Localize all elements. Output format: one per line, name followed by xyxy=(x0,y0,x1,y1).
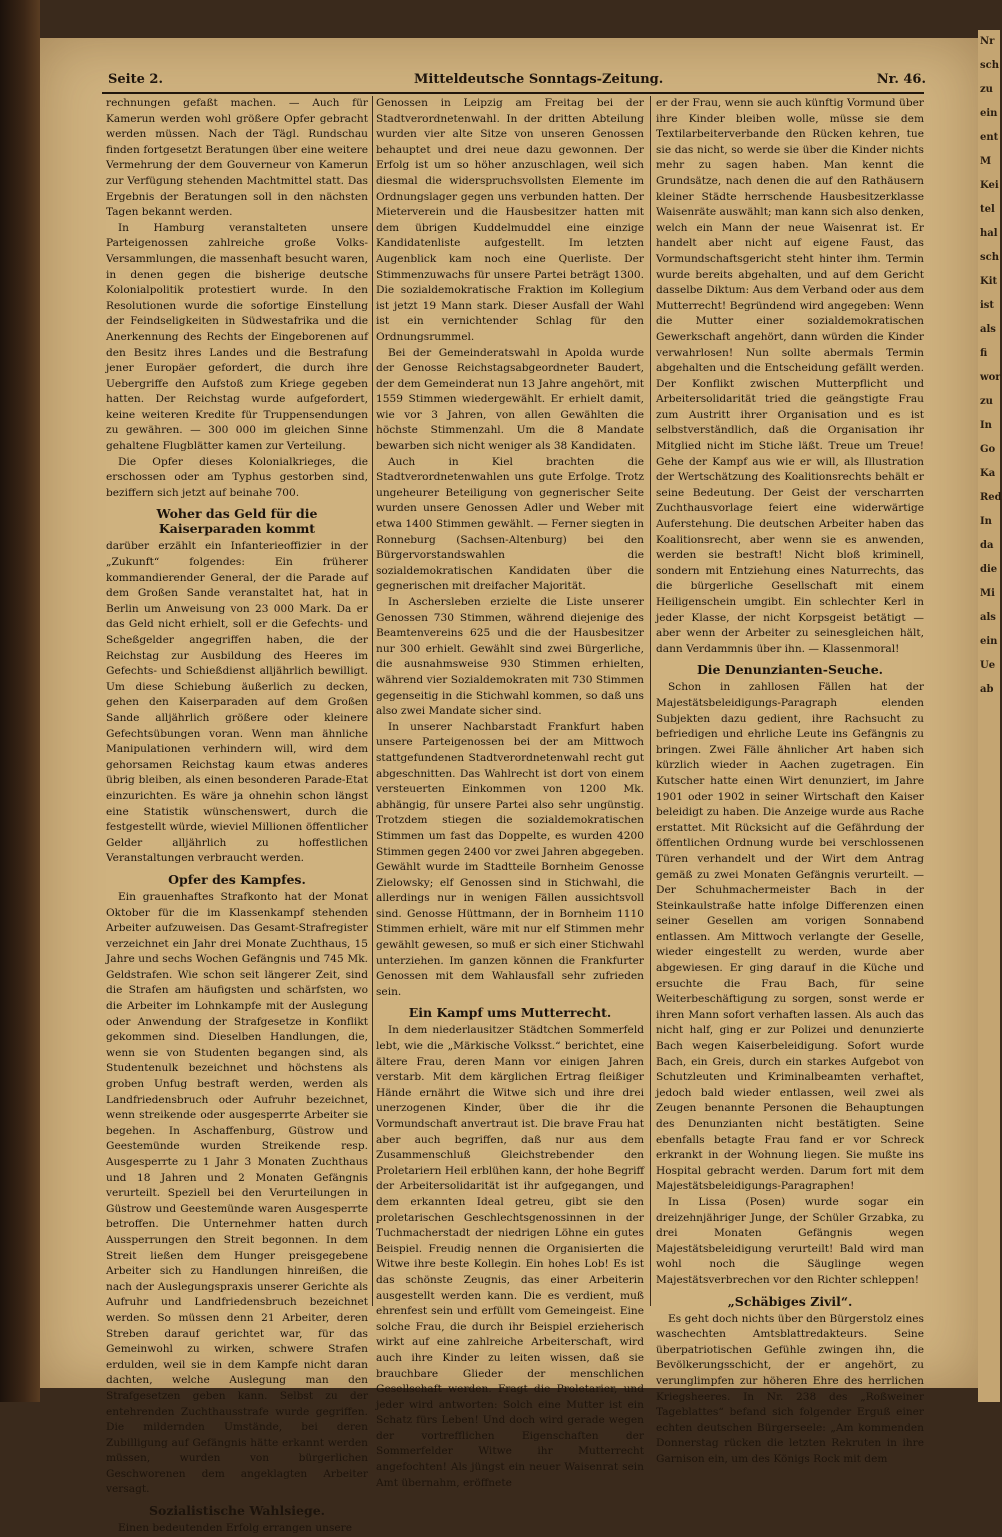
edge-text: zu xyxy=(980,84,993,95)
edge-text: sch xyxy=(980,60,999,71)
book-binding xyxy=(0,0,40,1402)
column-1 xyxy=(106,96,368,1535)
page-header xyxy=(108,72,926,92)
paragraph: In dem niederlausitzer Städtchen Sommerfeld lebt, wie die „Märkische Volksst.“ berichtet, eine ältere Frau, deren Mann vor einigen Jahren verstarb. Mit dem kärglichen Ertrag fleißiger Hände ernährt die Witwe sich und ihre drei unerzogenen Kinder, über die ihr die Vormundschaft anvertraut ist. Die brave Frau hat aber auch begriffen, daß nur aus dem Zusammenschluß Gleichstrebender den Proletariern Heil erblühen kann, der hohe Begriff der Arbeitersolidarität ist ihr aufgegangen, und dem erkannten Ideal getreu, gibt sie den proletarischen Geschlechtsgenossinnen in der Tuchmacherstadt der niedrigen Löhne ein gutes Beispiel. Freudig nennen die Organisierten die Witwe ihre beste Kollegin. Ein hohes Lob! Es ist das schönste Zeugnis, das einer Arbeiterin ausgestellt werden kann. Die es verdient, muß ehrenfest sein und erfüllt vom Gemeingeist. Eine solche Frau, die durch ihr Beispiel erzieherisch wirkt auf eine zahlreiche Arbeiterschaft, wird auch ihre Kinder zu leiten wissen, daß sie brauchbare Glieder der menschlichen Gesellschaft werden. Fragt die Proletarier, und jeder wird antworten: Solch eine Mutter ist ein Schatz fürs Leben! Und doch wird gerade wegen der vortrefflichen Eigenschaften der Sommerfelder Witwe ihr Mutterrecht angefochten! Als jüngst ein neuer Waisenrat sein Amt übernahm, eröffnete xyxy=(376,1024,644,1489)
paragraph: Die Opfer dieses Kolonialkrieges, die erschossen oder am Typhus gestorben sind, beziffern sich jetzt auf beinahe 700. xyxy=(106,455,368,499)
article-heading: Ein Kampf ums Mutterrecht. xyxy=(408,1005,612,1021)
header-rule xyxy=(102,92,924,94)
paragraph: In Hamburg veranstalteten unsere Parteigenossen zahlreiche große Volks-Versammlungen, die massenhaft besucht waren, in denen gegen die bisherige deutsche Kolonialpolitik protestiert wurde. In den Resolutionen wurde die sofortige Einstellung der Feindseligkeiten in Südwestafrika und die Anerkennung des Rechts der Eingeborenen auf den Besitz ihres Landes und die Bestrafung jener Europäer gefordert, die durch ihre Uebergriffe den Aufstoß zum Kriege gegeben hatten. Der Reichstag wurde aufgefordert, keine weiteren Kredite für Truppensendungen zu gewähren. — 300 000 im gleichen Sinne gehaltene Flugblätter kamen zur Verteilung. xyxy=(106,221,368,453)
edge-text: wor xyxy=(980,372,1001,383)
column-2 xyxy=(376,96,644,1489)
paragraph: Es geht doch nichts über den Bürgerstolz eines waschechten Amtsblattredakteurs. Seine überpatriotischen Gefühle zwingen ihn, die Bevölkerungsschicht, der er angehört, zu verunglimpfen zur höheren Ehre des herrlichen Kriegsheeres. In Nr. 238 des „Roßweiner Tageblattes“ befand sich folgender Erguß einer echten deutschen Bürgerseele: „Am kommenden Donnerstag rücken die letzten Rekruten in ihre Garnison ein, um des Königs Rock mit dem xyxy=(656,1312,924,1465)
next-page-edge xyxy=(978,30,1000,1402)
edge-text: da xyxy=(980,540,994,551)
edge-text: Nr xyxy=(980,36,995,47)
edge-text: Kit xyxy=(980,276,998,287)
edge-text: ein xyxy=(980,636,998,647)
edge-text: zu xyxy=(980,396,993,407)
page-number: Seite 2. xyxy=(108,72,163,87)
edge-text: In xyxy=(980,516,992,527)
paragraph: Auch in Kiel brachten die Stadtverordnetenwahlen uns gute Erfolge. Trotz ungeheurer Beteiligung von gegnerischer Seite wurden unsere Genossen Adler und Weber mit etwa 1400 Stimmen gewählt. — Ferner siegten in Ronneburg (Sachsen-Altenburg) bei den Bürgervorstandswahlen die sozialdemokratischen Kandidaten über die gegnerischen mit dreifacher Majorität. xyxy=(376,455,644,593)
edge-text: als xyxy=(980,612,996,623)
article-heading: Sozialistische Wahlsiege. xyxy=(148,1503,326,1519)
column-divider xyxy=(372,96,373,1306)
edge-text: ein xyxy=(980,108,998,119)
edge-text: In xyxy=(980,420,992,431)
paragraph: Einen bedeutenden Erfolg errangen unsere xyxy=(118,1522,353,1535)
article-heading: Woher das Geld für die Kaiserparaden kommt xyxy=(156,506,318,537)
edge-text: Ue xyxy=(980,660,996,671)
edge-text: die xyxy=(980,564,998,575)
paragraph: In unserer Nachbarstadt Frankfurt haben unsere Parteigenossen bei der am Mittwoch stattgefundenen Stadtverordnetenwahl recht gut abgeschnitten. Das Wahlrecht ist dort von einem versteuerten Einkommen von 1200 Mk. abhängig, für unsere Partei also sehr ungünstig. Trotzdem stiegen die sozialdemokratischen Stimmen um fast das Doppelte, es wurden 4200 Stimmen gegen 2400 vor zwei Jahren abgegeben. Gewählt wurde im Stadtteile Bornheim Genosse Zielowsky; elf Genossen sind in Stichwahl, die allerdings nur in wenigen Fällen aussichtsvoll sind. Genosse Hüttmann, der in Bornheim 1110 Stimmen erhielt, wäre mit nur elf Stimmen mehr gewählt gewesen, so muß er sich einer Stichwahl unterziehen. Im ganzen können die Frankfurter Genossen mit dem Wahlausfall sehr zufrieden sein. xyxy=(376,720,644,998)
paragraph: rechnungen gefaßt machen. — Auch für Kamerun werden wohl größere Opfer gebracht werden müssen. Nach der Tägl. Rundschau finden fortgesetzt Beratungen über eine weitere Vermehrung der dem Gouverneur von Kamerun zur Verfügung stehenden Machtmittel statt. Das Ergebnis der Beratungen soll in den nächsten Tagen bekannt werden. xyxy=(106,97,368,219)
edge-text: tel xyxy=(980,204,995,215)
edge-text: M xyxy=(980,156,992,167)
article-heading: Opfer des Kampfes. xyxy=(168,871,306,887)
edge-text: hal xyxy=(980,228,998,239)
newspaper-title: Mitteldeutsche Sonntags-Zeitung. xyxy=(414,72,664,87)
edge-text: fi xyxy=(980,348,988,359)
paragraph: er der Frau, wenn sie auch künftig Vormund über ihre Kinder bleiben wolle, müsse sie dem Textilarbeiterverbande den Rücken kehren, tue sie das nicht, so werde sie über die Kinder nichts mehr zu sagen haben. Man kennt die Grundsätze, nach denen die auf den Rathäusern kleiner Städte herrschende Hausbesitzerklasse Waisenräte auswählt; man kann sich also denken, welch ein Mann der neue Waisenrat ist. Er handelt aber nicht auf eigene Faust, das Vormundschaftsgericht steht hinter ihm. Termin wurde bereits abgehalten, und auf dem Gericht dasselbe Diktum: Aus dem Verband oder aus dem Mutterrecht! Begründend wird angegeben: Wenn die Mutter einer sozialdemokratischen Gewerkschaft angehört, dann würden die Kinder verwahrlosen! Nun sollte abermals Termin abgehalten und die Entscheidung gefällt werden. Der Konflikt zwischen Mutterpflicht und Arbeitersolidarität tried die geängstigte Frau zum Austritt ihrer Organisation und es ist selbstverständlich, daß die Organisation ihr Mitglied nicht im Stiche läßt. Treue um Treue! Gehe der Kampf aus wie er will, als Illustration der Wertschätzung des Koalitionsrechts behält er seine Bedeutung. Der Geist der verscharrten Zuchthausvorlage feiert eine widerwärtige Auferstehung. Die deutschen Arbeiter haben das Koalitionsrecht, aber wenn sie es anwenden, werden sie bestraft! Nicht bloß kriminell, sondern mit Entziehung eines Naturrechts, das die bürgerliche Gesellschaft mit einem Heiligenschein umgibt. Ein schlechter Kerl in jeder Klasse, der nicht Korpsgeist betätigt — aber wenn der Arbeiter zu seinesgleichen hält, dann Verdammnis über ihn. — Klassenmoral! xyxy=(656,97,924,655)
issue-number: Nr. 46. xyxy=(876,72,926,87)
edge-text: Go xyxy=(980,444,996,455)
paragraph: In Aschersleben erzielte die Liste unserer Genossen 730 Stimmen, während diejenige des Beamtenvereins 625 und die der Hausbesitzer nur 300 erhielt. Gewählt sind zwei Bürgerliche, die ausnahmsweise 930 Stimmen erhielten, während vier Sozialdemokraten mit 730 Stimmen gegenseitig in die Stichwahl kommen, so daß uns also zwei Mandate sicher sind. xyxy=(376,596,644,718)
paragraph: Schon in zahllosen Fällen hat der Majestätsbeleidigungs-Paragraph elenden Subjekten dazu gedient, ihre Rachsucht zu befriedigen und ehrliche Leute ins Gefängnis zu bringen. Zwei Fälle ähnlicher Art haben sich kürzlich wieder in Aachen zugetragen. Ein Kutscher hatte einen Wirt denunziert, im Jahre 1901 oder 1902 in seiner Wirtschaft den Kaiser beleidigt zu haben. Die Anzeige wurde aus Rache erstattet. Mit Rücksicht auf die Gefährdung der öffentlichen Ordnung wurde bei verschlossenen Türen verhandelt und der Wirt dem Antrag gemäß zu zwei Monaten Gefängnis verurteilt. — Der Schuhmachermeister Bach in der Steinkaulstraße hatte infolge Differenzen einen seiner Gesellen am vorigen Sonnabend entlassen. Am Mittwoch verlangte der Geselle, wieder eingestellt zu werden, wurde aber abgewiesen. Er ging darauf in die Küche und ersuchte die Frau Bach, für seine Weiterbeschäftigung zu sorgen, sonst werde er ihren Mann sofort verhaften lassen. Als auch das nicht half, ging er zur Polizei und denunzierte Bach wegen Kaiserbeleidigung. Sofort wurde Bach, ein Greis, durch ein starkes Aufgebot von Schutzleuten und Kriminalbeamten verhaftet, jedoch bald wieder entlassen, weil zwei als Zeugen benannte Personen die Behauptungen des Denunzianten nicht bestätigten. Seine ebenfalls betagte Frau fand er vor Schreck erkrankt in der Wohnung liegen. Sie mußte ins Hospital gebracht werden. Darum fort mit dem Majestätsbeleidigungs-Paragraphen! xyxy=(656,681,924,1193)
edge-text: ist xyxy=(980,300,995,311)
paragraph: Genossen in Leipzig am Freitag bei der Stadtverordnetenwahl. In der dritten Abteilung wurden vier alte Sitze von unseren Genossen behauptet und drei neue dazu gewonnen. Der Erfolg ist um so höher anzuschlagen, weil sich diesmal die widerspruchsvollsten Elemente im Ordnungslager gegen uns verbunden hatten. Der Mieterverein und die Hausbesitzer hatten mit dem übrigen Kuddelmuddel eine einzige Kandidatenliste aufgestellt. Im letzten Augenblick kam noch eine Querliste. Der Stimmenzuwachs für unsere Partei beträgt 1300. Die sozialdemokratische Fraktion im Kollegium ist jetzt 19 Mann stark. Dieser Ausfall der Wahl ist ein vernichtender Schlag für den Ordnungsrummel. xyxy=(376,97,644,343)
edge-text: ent xyxy=(980,132,999,143)
article-heading: „Schäbiges Zivil“. xyxy=(727,1293,853,1309)
edge-text: Mi xyxy=(980,588,995,599)
article-heading: Die Denunzianten-Seuche. xyxy=(696,662,884,678)
edge-text: sch xyxy=(980,252,999,263)
column-divider xyxy=(650,96,651,1306)
edge-text: Kei xyxy=(980,180,999,191)
edge-text: als xyxy=(980,324,996,335)
paragraph: Ein grauenhaftes Strafkonto hat der Monat Oktober für die im Klassenkampf stehenden Arbeiter aufzuweisen. Das Gesamt-Strafregister verzeichnet ein Jahr drei Monate Zuchthaus, 15 Jahre und sechs Wochen Gefängnis und 745 Mk. Geldstrafen. Wie schon seit längerer Zeit, sind die Strafen am häufigsten und schärfsten, wo die Arbeiter im Lohnkampfe mit der Auslegung oder Anwendung der Strafgesetze in Konflikt gekommen sind. Dieselben Handlungen, die, wenn sie von Studenten begangen sind, als Studentenulk bezeichnet und höchstens als groben Unfug bestraft werden, werden als Landfriedensbruch oder Aufruhr bezeichnet, wenn streikende oder ausgesperrte Arbeiter sie begehen. In Aschaffenburg, Güstrow und Geestemünde wurden Streikende resp. Ausgesperrte zu 1 Jahr 3 Monaten Zuchthaus und 18 Jahren und 2 Monaten Gefängnis verurteilt. Speziell bei den Verurteilungen in Güstrow und Geestemünde waren Ausgesperrte betroffen. Die Unternehmer hatten durch Aussperrungen den Streit begonnen. In dem Streit ließen dem Hunger preisgegebene Arbeiter sich zu Handlungen hinreißen, die nach der Auslegungspraxis unserer Gerichte als Aufruhr und Landfriedensbruch bezeichnet werden. So müssen denn 21 Arbeiter, deren Streben darauf gerichtet war, für das Gemeinwohl zu wirken, schwere Strafen erdulden, weil sie in dem Kampfe nicht daran dachten, welche Auslegung man den Strafgesetzen geben kann. Selbst zu der entehrenden Zuchthausstrafe wurde gegriffen. Die mildernden Umstände, bei deren Zubilligung auf Gefängnis hätte erkannt werden müssen, wurden von bürgerlichen Geschworenen dem angeklagten Arbeiter versagt. xyxy=(106,890,368,1496)
edge-text: ab xyxy=(980,684,994,695)
edge-text: Ka xyxy=(980,468,996,479)
paragraph: Bei der Gemeinderatswahl in Apolda wurde der Genosse Reichstagsabgeordneter Baudert, der dem Gemeinderat nun 13 Jahre angehört, mit 1559 Stimmen wiedergewählt. Er erhielt damit, wie vor 3 Jahren, von allen Gewählten die höchste Stimmenzahl. Um die 8 Mandate bewarben sich nicht weniger als 38 Kandidaten. xyxy=(376,346,644,453)
paragraph: In Lissa (Posen) wurde sogar ein dreizehnjähriger Junge, der Schüler Grzabka, zu drei Monaten Gefängnis wegen Majestätsbeleidigung verurteilt! Bald wird man wohl noch die Säuglinge wegen Majestätsverbrechen vor den Richter schleppen! xyxy=(656,1195,924,1286)
column-3 xyxy=(656,96,924,1465)
paragraph: darüber erzählt ein Infanterieoffizier in der „Zukunft“ folgendes: Ein früherer kommandierender General, der die Parade auf dem Großen Sande veranstaltet hat, hat in Berlin um Anweisung von 23 000 Mark. Da er das Geld nicht erhielt, soll er die Gefechts- und Scheßgelder angegriffen haben, die der Reichstag zur Ausbildung des Heeres im Gefechts- und Schießdienst alljährlich bewilligt. Um diese Schiebung äußerlich zu decken, gehen den Kaiserparaden auf dem Großen Sande alljährlich größere oder kleinere Gefechtsübungen voran. Wenn man ähnliche Manipulationen verhindern will, wird dem gehorsamen Reichstag kaum etwas anderes übrig bleiben, als einen besonderen Parade-Etat einzurichten. Es wäre ja ohnehin schon längst eine Statistik wünschenswert, durch die festgestellt würde, wieviel Millionen öffentlicher Gelder alljährlich zu hoffestlichen Veranstaltungen verbraucht werden. xyxy=(106,540,368,865)
edge-text: Red xyxy=(980,492,1002,503)
